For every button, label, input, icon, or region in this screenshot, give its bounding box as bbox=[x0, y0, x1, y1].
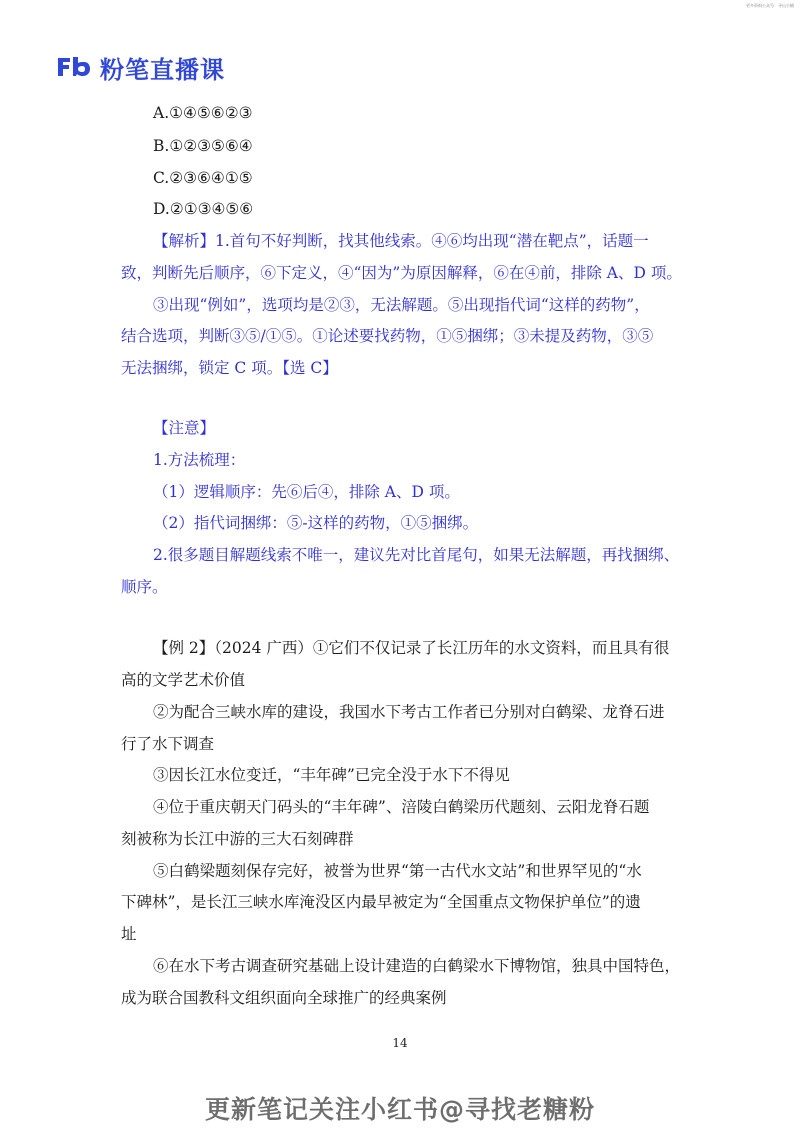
example-line: ④位于重庆朝天门码头的“丰年碑”、涪陵白鹤梁历代题刻、云阳龙脊石题 bbox=[153, 798, 650, 816]
fb-logo-icon bbox=[56, 54, 92, 80]
option-c: C.②③⑥④①⑤ bbox=[153, 169, 253, 187]
analysis-line: ③出现“例如”，选项均是②③，无法解题。⑤出现指代词“这样的药物”， bbox=[153, 296, 650, 314]
analysis-line: 无法捆绑，锁定 C 项。【选 C】 bbox=[121, 359, 338, 377]
note-line: 2.很多题目解题线索不唯一，建议先对比首尾句，如果无法解题，再找捆绑、 bbox=[153, 546, 680, 564]
page-number: 14 bbox=[392, 1036, 408, 1050]
example-line: ②为配合三峡水库的建设，我国水下考古工作者已分别对白鹤梁、龙脊石进 bbox=[153, 703, 665, 721]
logo-text: 粉笔直播课 bbox=[100, 55, 225, 84]
note-line: （2）指代词捆绑：⑤-这样的药物，①⑤捆绑。 bbox=[153, 514, 479, 532]
option-a: A.①④⑤⑥②③ bbox=[153, 104, 253, 122]
analysis-line: 结合选项，判断③⑤/①⑤。①论述要找药物，①⑤捆绑；③未提及药物，③⑤ bbox=[121, 327, 654, 345]
note-line: 1.方法梳理： bbox=[153, 451, 246, 469]
note-heading: 【注意】 bbox=[153, 419, 216, 437]
analysis-line: 致，判断先后顺序，⑥下定义，④“因为”为原因解释，⑥在④前，排除 A、D 项。 bbox=[121, 264, 682, 282]
example-line: ⑤白鹤梁题刻保存完好，被誉为世界“第一古代水文站”和世界罕见的“水 bbox=[153, 862, 642, 880]
brand-logo bbox=[56, 50, 225, 84]
option-b: B.①②③⑤⑥④ bbox=[153, 137, 253, 155]
example-line: ⑥在水下考古调查研究基础上设计建造的白鹤梁水下博物馆，独具中国特色， bbox=[153, 957, 681, 975]
example-line: 【例 2】（2024 广西）①它们不仅记录了长江历年的水文资料，而且具有很 bbox=[153, 639, 670, 657]
note-line: 顺序。 bbox=[121, 578, 168, 596]
example-line: 高的文学艺术价值 bbox=[121, 671, 246, 689]
note-line: （1）逻辑顺序：先⑥后④，排除 A、D 项。 bbox=[153, 483, 460, 501]
example-line: 址 bbox=[121, 925, 137, 943]
watermark-text: 更新笔记关注小红书@寻找老糖粉 bbox=[204, 1095, 595, 1124]
example-line: 下碑林”，是长江三峡水库淹没区内最早被定为“全国重点文物保护单位”的遗 bbox=[121, 893, 641, 911]
example-line: 刻被称为长江中游的三大石刻碑群 bbox=[121, 830, 354, 848]
analysis-line: 【解析】1.首句不好判断，找其他线索。④⑥均出现“潜在靶点”，话题一 bbox=[153, 232, 649, 250]
option-d: D.②①③④⑤⑥ bbox=[153, 200, 254, 218]
example-line: 行了水下调查 bbox=[121, 735, 215, 753]
example-line: ③因长江水位变迁，“丰年碑”已完全没于水下不得见 bbox=[153, 766, 510, 784]
top-note: 更多资料公众号：寻山小铺 bbox=[746, 3, 794, 8]
example-line: 成为联合国教科文组织面向全球推广的经典案例 bbox=[121, 989, 447, 1007]
